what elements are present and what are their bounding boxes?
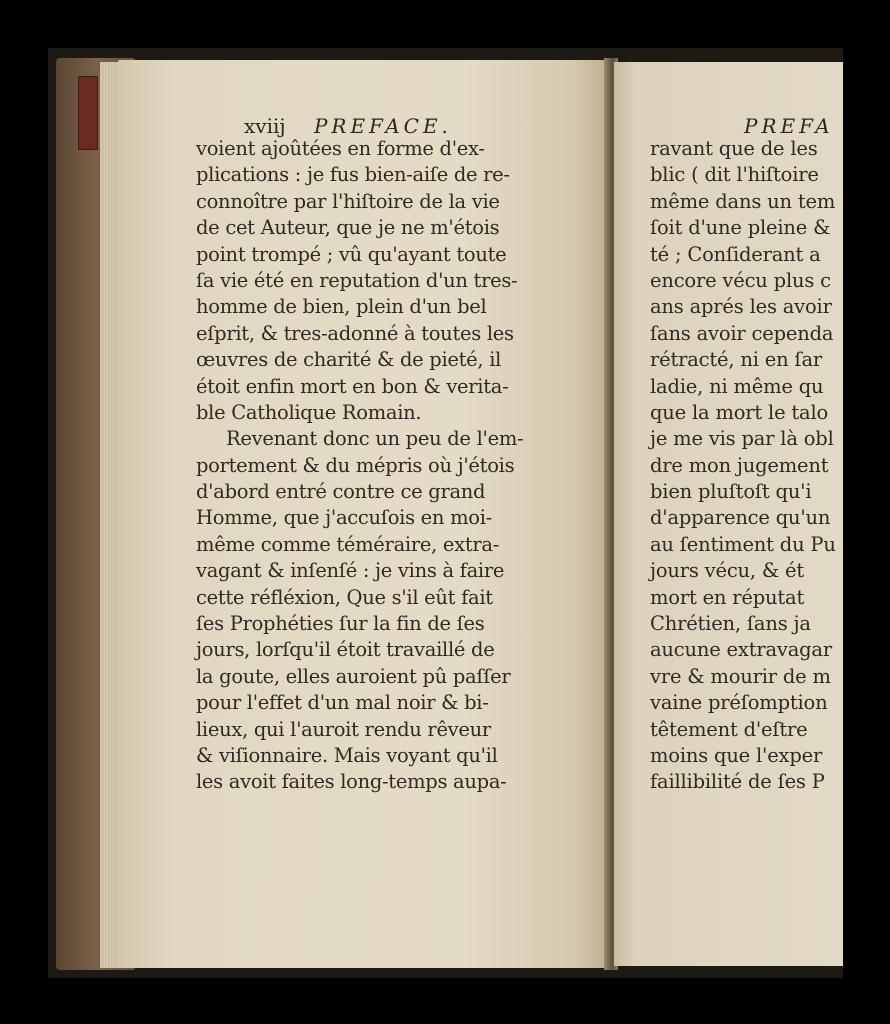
running-title: PREFACE. (313, 114, 452, 138)
text-line: au ſentiment du Pu (650, 532, 836, 556)
running-title-right: PREFA (744, 114, 834, 138)
text-line: encore vécu plus c (650, 268, 831, 292)
text-line: homme de bien, plein d'un bel (196, 295, 487, 319)
text-line: blic ( dit l'hiſtoire (650, 163, 819, 187)
text-line: té ; Conſiderant a (650, 242, 821, 266)
text-line: Chrétien, ſans ja (650, 612, 811, 636)
text-line: ravant que de les (650, 137, 818, 160)
text-line: point trompé ; vû qu'ayant toute (196, 242, 507, 266)
text-line: faillibilité de ſes P (650, 770, 825, 794)
text-line: ble Catholique Romain. (196, 400, 422, 424)
text-line: aucune extravagar (650, 638, 832, 662)
text-line: jours, lorſqu'il étoit travaillé de (196, 638, 495, 662)
text-line: lieux, qui l'auroit rendu rêveur (196, 717, 491, 741)
text-line: ſans avoir cependa (650, 321, 834, 345)
text-line: portement & du mépris où j'étois (196, 453, 515, 477)
text-line: je me vis par là obl (650, 427, 834, 451)
text-line: cette réfléxion, Que s'il eût fait (196, 585, 493, 609)
text-line: dre mon jugement (650, 453, 829, 477)
text-line: bien pluſtoſt qu'i (650, 480, 812, 504)
text-line: œuvres de charité & de pieté, il (196, 348, 502, 372)
text-line: les avoit faites long-temps aupa- (196, 770, 507, 794)
text-line: vaine préſomption (650, 691, 828, 715)
text-line: la goute, elles auroient pû paſſer (196, 664, 511, 688)
text-line: de cet Auteur, que je ne m'étois (196, 216, 500, 240)
text-line: Homme, que j'accuſois en moi- (196, 506, 492, 530)
text-line: eſprit, & tres-adonné à toutes les (196, 321, 514, 345)
text-line: même comme téméraire, extra- (196, 532, 500, 556)
text-line: d'abord entré contre ce grand (196, 480, 486, 504)
text-line: même dans un tem (650, 189, 836, 213)
text-line: d'apparence qu'un (650, 506, 831, 530)
text-line: vagant & inſenſé : je vins à faire (196, 559, 505, 583)
text-line: ſes Prophéties ſur la fin de ſes (196, 612, 485, 636)
text-line: pour l'effet d'un mal noir & bi- (196, 691, 489, 715)
right-page-header (744, 114, 834, 138)
text-line: ans aprés les avoir (650, 295, 832, 319)
right-page-text (650, 136, 843, 796)
text-line: rétracté, ni en ſar (650, 348, 822, 372)
text-line: ſa vie été en reputation d'un tres- (196, 268, 518, 292)
text-line: ſoit d'une pleine & (650, 216, 831, 240)
spine-label (78, 76, 98, 150)
text-line: voient ajoûtées en forme d'ex- (196, 137, 485, 160)
paragraph-start-line: Revenant donc un peu de l'em- (226, 427, 524, 451)
text-line: mort en réputat (650, 585, 805, 609)
left-page-text (196, 136, 616, 796)
text-line: que la mort le talo (650, 400, 829, 424)
text-line: connoître par l'hiſtoire de la vie (196, 189, 500, 213)
text-line: têtement d'eſtre (650, 717, 808, 741)
left-page-header (244, 114, 452, 138)
text-line: plications : je fus bien-aiſe de re- (196, 163, 510, 187)
text-line: étoit enfin mort en bon & verita- (196, 374, 509, 398)
folio-number: xviij (244, 114, 286, 138)
text-line: vre & mourir de m (650, 664, 831, 688)
text-line: ladie, ni même qu (650, 374, 824, 398)
text-line: & viſionnaire. Mais voyant qu'il (196, 743, 498, 767)
text-line: moins que l'exper (650, 743, 823, 767)
text-line: jours vécu, & ét (650, 559, 805, 583)
